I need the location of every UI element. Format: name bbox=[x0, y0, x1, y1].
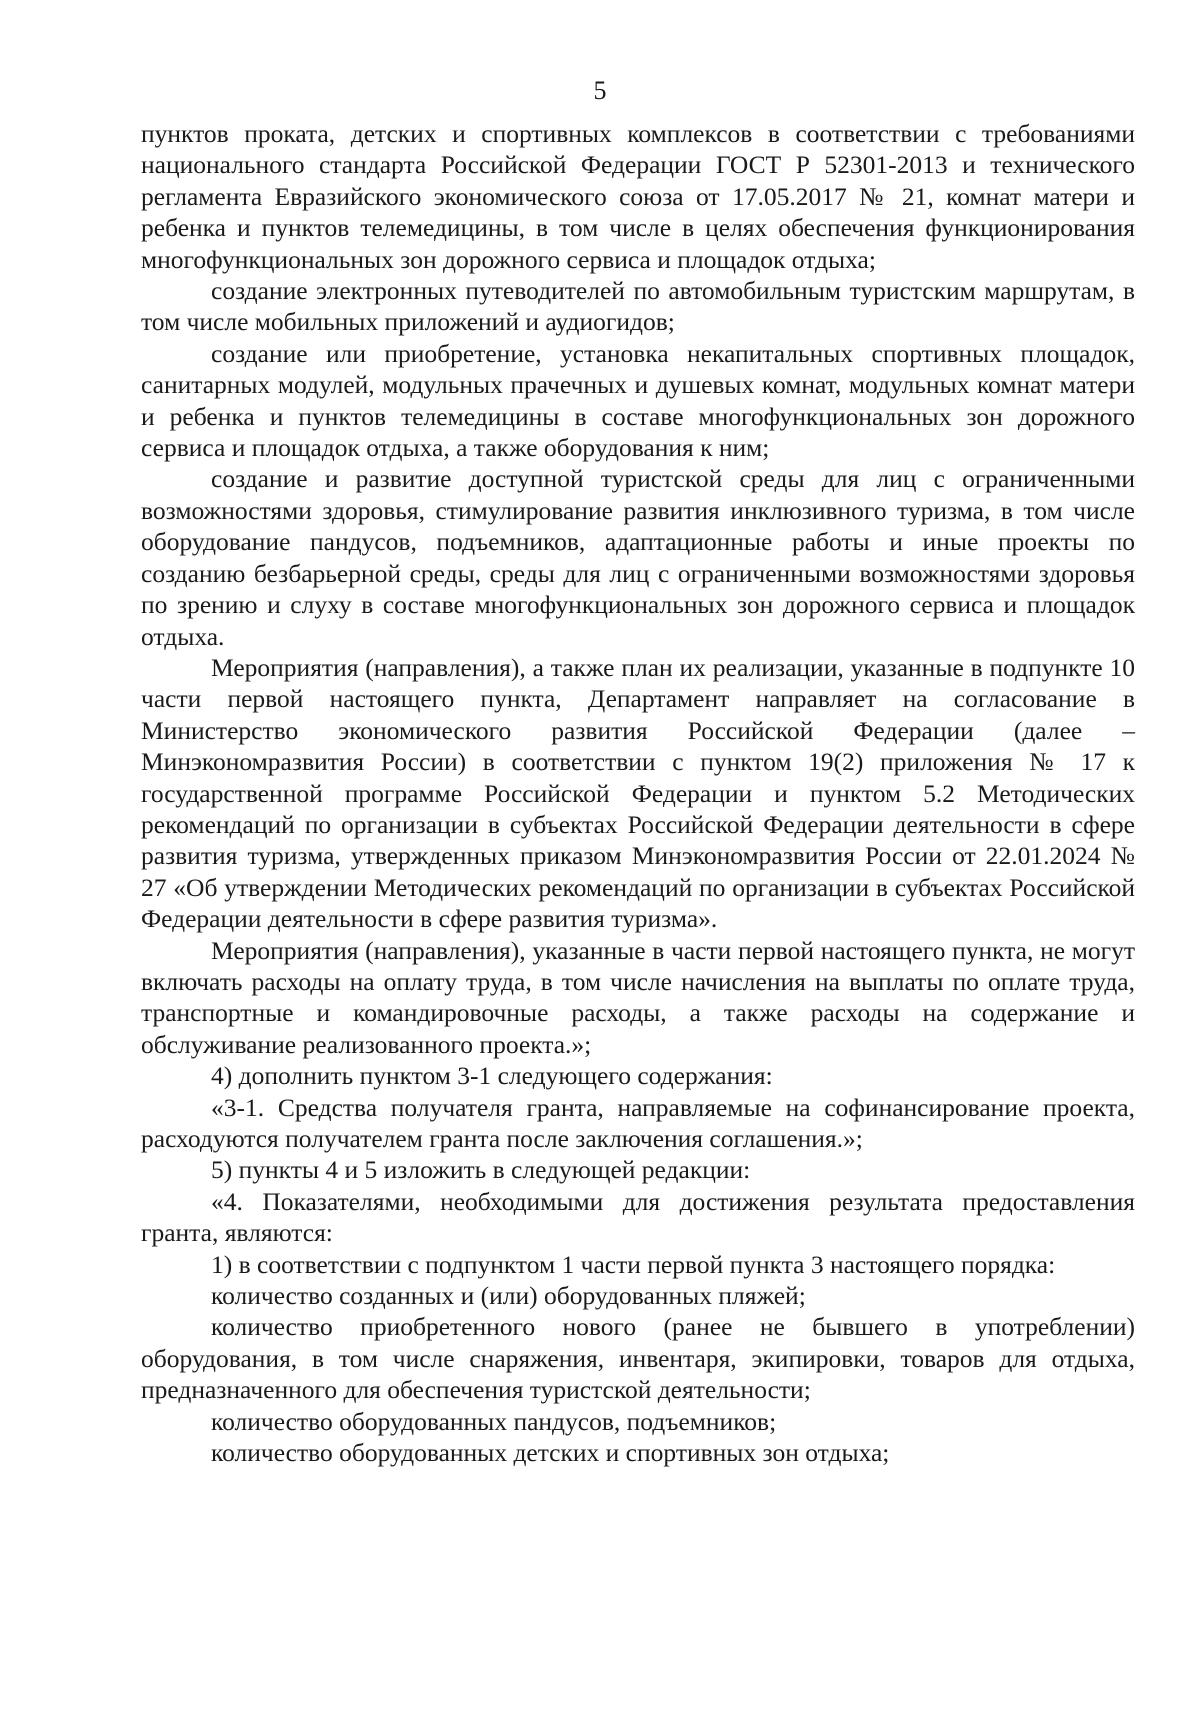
paragraph: создание и развитие доступной туристской среды для лиц с ограниченными возможностями здоровья, стимулирование развития инклюзивного туризма, в том числе оборудование пандусов, подъемников, адаптационные работы и иные проекты по созданию безбарьерной среды, среды для лиц с ограниченными возможностями здоровья по зрению и слуху в составе многофункциональных зон дорожного сервиса и площадок отдыха. bbox=[141, 464, 1135, 651]
paragraph-continuation: пунктов проката, детских и спортивных комплексов в соответствии с требованиями национального стандарта Российской Федерации ГОСТ Р 52301-2013 и технического регламента Евразийского экономического союза от 17.05.2017 № 21, комнат матери и ребенка и пунктов телемедицины, в том числе в целях обеспечения функционирования многофункциональных зон дорожного сервиса и площадок отдыха; bbox=[141, 119, 1135, 274]
document-body bbox=[141, 118, 1135, 1468]
paragraph: 5) пункты 4 и 5 изложить в следующей редакции: bbox=[211, 1155, 751, 1185]
paragraph: количество оборудованных пандусов, подъемников; bbox=[211, 1406, 777, 1436]
paragraph: количество приобретенного нового (ранее не бывшего в употреблении) оборудования, в том числе снаряжения, инвентаря, экипировки, товаров для отдыха, предназначенного для обеспечения туристской деятельности; bbox=[141, 1312, 1135, 1405]
paragraph: «4. Показателями, необходимыми для достижения результата предоставления гранта, являются: bbox=[141, 1186, 1135, 1248]
paragraph: «3-1. Средства получателя гранта, направляемые на софинансирование проекта, расходуются получателем гранта после заключения соглашения.»; bbox=[141, 1092, 1135, 1153]
paragraph: Мероприятия (направления), указанные в части первой настоящего пункта, не могут включать расходы на оплату труда, в том числе начисления на выплаты по оплате труда, транспортные и командировочные расходы, а также расходы на содержание и обслуживание реализованного проекта.»; bbox=[141, 935, 1135, 1059]
page-number: 5 bbox=[593, 76, 607, 105]
paragraph: количество созданных и (или) оборудованных пляжей; bbox=[211, 1281, 806, 1311]
paragraph: 1) в соответствии с подпунктом 1 части первой пункта 3 настоящего порядка: bbox=[211, 1249, 1056, 1279]
paragraph: создание электронных путеводителей по автомобильным туристским маршрутам, в том числе мобильных приложений и аудиогидов; bbox=[141, 276, 1135, 337]
paragraph: создание или приобретение, установка некапитальных спортивных площадок, санитарных модулей, модульных прачечных и душевых комнат, модульных комнат матери и ребенка и пунктов телемедицины в составе многофункциональных зон дорожного сервиса и площадок отдыха, а также оборудования к ним; bbox=[141, 338, 1135, 463]
paragraph: Мероприятия (направления), а также план их реализации, указанные в подпункте 10 части первой настоящего пункта, Департамент направляет на согласование в Министерство экономического развития Российской Федерации (далее – Минэкономразвития России) в соответствии с пунктом 19(2) приложения № 17 к государственной программе Российской Федерации и пунктом 5.2 Методических рекомендаций по организации в субъектах Российской Федерации деятельности в сфере развития туризма, утвержденных приказом Минэкономразвития России от 22.01.2024 № 27 «Об утверждении Методических рекомендаций по организации в субъектах Российской Федерации деятельности в сфере развития туризма». bbox=[141, 652, 1135, 934]
paragraph: количество оборудованных детских и спортивных зон отдыха; bbox=[211, 1438, 890, 1468]
paragraph: 4) дополнить пунктом 3-1 следующего содержания: bbox=[211, 1061, 773, 1091]
